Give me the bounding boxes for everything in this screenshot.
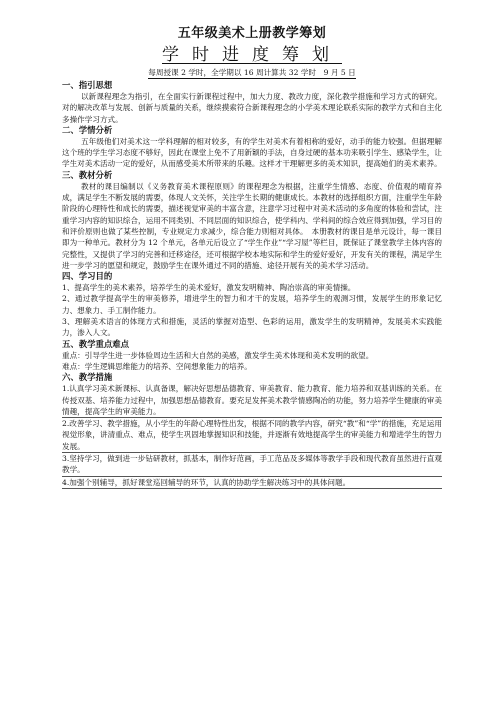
student-analysis-paragraph: 五年级他们对美术这一学科理解的相对较多，有的学生对美术有着相称的爱好，动手的能力较强。但据理解这个班的学生学习态度不够好，因此在课堂上免不了用新颖的手法，自身过硬的基本功来吸引学生、感染学生，让学生对美术活动一定的爱好，从而感受美术所带来的乐趣。这样才干理解更多的美术知识，提高她们的美术素养。: [62, 136, 442, 169]
key-point-difficulty: 难点：学生逻辑思维能力的培养、空间想象能力的培养。: [62, 361, 252, 371]
section-heading-learning-goals: 四、学习目的: [62, 271, 113, 282]
key-point-focus: 重点：引导学生进一步体验周边生活和大自然的美感，激发学生美术体现和美术发明的欲望。: [62, 350, 374, 360]
document-page: [62, 22, 442, 489]
document-title: 五年级美术上册教学筹划: [177, 26, 327, 41]
section-heading-student-analysis: 二、学情分析: [62, 124, 113, 135]
teaching-measure-4: 4.加强个别辅导，抓好课堂巡回辅导的环节，认真的协助学生解决练习中的具体问题。: [62, 477, 442, 489]
schedule-meta: [62, 67, 442, 78]
learning-goal-1: 1、提高学生的美术素养，培养学生的美术爱好，激发发明精神、陶冶崇高的审美情操。: [62, 283, 356, 293]
section-heading-teaching-measures: 六、教学措施: [62, 372, 113, 383]
teaching-measure-3: 3.坚持学习，做到进一步钻研教材，抓基本，制作好范画，手工范品及多媒体等教学手段和现代教育虽然进行直观教学。: [62, 453, 442, 477]
learning-goal-2: 2、通过教学提高学生的审美修养，增进学生的智力和才干的发展，培养学生的观测习惯，发展学生的形象记忆力、想象力、手工制作能力。: [62, 294, 442, 315]
section-heading-guiding-ideology: 一、指引思想: [62, 80, 113, 90]
document-subtitle: [62, 45, 442, 65]
document-subtitle-text: 学时进度筹划: [162, 45, 342, 65]
learning-goal-3: 3、理解美术语言的体现方式和措施，灵活的掌握对造型、色彩的运用，激发学生的发明精神，发展美术实践能力，渗入人文。: [62, 317, 442, 338]
section-heading-key-points: 五、教学重点难点: [62, 338, 129, 349]
section-heading-textbook-analysis: 三、教材分析: [62, 169, 113, 180]
textbook-analysis-paragraph: 教材的课目编制以《义务教育美术课程原则》的课程理念为根据，注重学生情感、态度、价值观的晴育养成，满足学生不断发展的需要，体现人文关怀，关注学生长期的健康成长。本教材的选择组织方面，注重学生年龄阶段的心理特性和成长的需要，描述视觉审美的丰富含意，注意学习过程中对美术活动的多角度的体验和尝试，注重学习内容的知识综合，运用不同类别、不同层面的知识综合，使学科内、学科间的综合效应得到加强，学习目的和评价原则也做了某些控制，专业规定力求减少，综合能力则相对具体。 本册教材的课目是单元设计，每一课目即为一种单元。教材分为 12 个单元，各单元后设立了“学生作业”“学习屋”等栏目，既保证了课堂教学主体内容的完整性，又提供了学习的完善和迁移途径，还可根据学校本地实际和学生的爱好爱好，开发有关的课程，满足学生进一步学习的愿望和规定，鼓励学生在课外通过不同的措施、途径开展有关的美术学习活动。: [62, 181, 442, 270]
teaching-measure-1: 1.认真学习美术新课标、认真备课，解决好思想品德教育、审美教育、能力教育、能力培养和双基训练的关系。在传授双基、培养能力过程中，加强思想品德教育。要充足发挥美术教学情感陶冶的功能，努力培养学生健康的审美情趣，提高学生的审美能力。: [62, 383, 442, 418]
guiding-ideology-paragraph: 以新课程理念为指引，在全面实行新课程过程中，加大力度、教改力度，深化教学措施和学习方式的研究。对的解决改革与发展、创新与质量的关系，继续摸索符合新课程理念的小学美术理论联系实际的教学方式和自主化多操作学习方式。: [62, 92, 442, 124]
teaching-measure-2: 2.改善学习、教学措施，从小学生的年龄心理特性出发，根据不同的教学内容，研究“教”和“学”的措施，充足运用视觉形象，讲清重点、难点，使学生巩固地掌握知识和技能，并逐渐有效地提高学生的审美能力和增进学生的智力发展。: [62, 418, 442, 453]
schedule-meta-text: 每周授课 2 学时，全学期以 16 周计算共 32 学时 9 月 5 日: [148, 68, 356, 77]
